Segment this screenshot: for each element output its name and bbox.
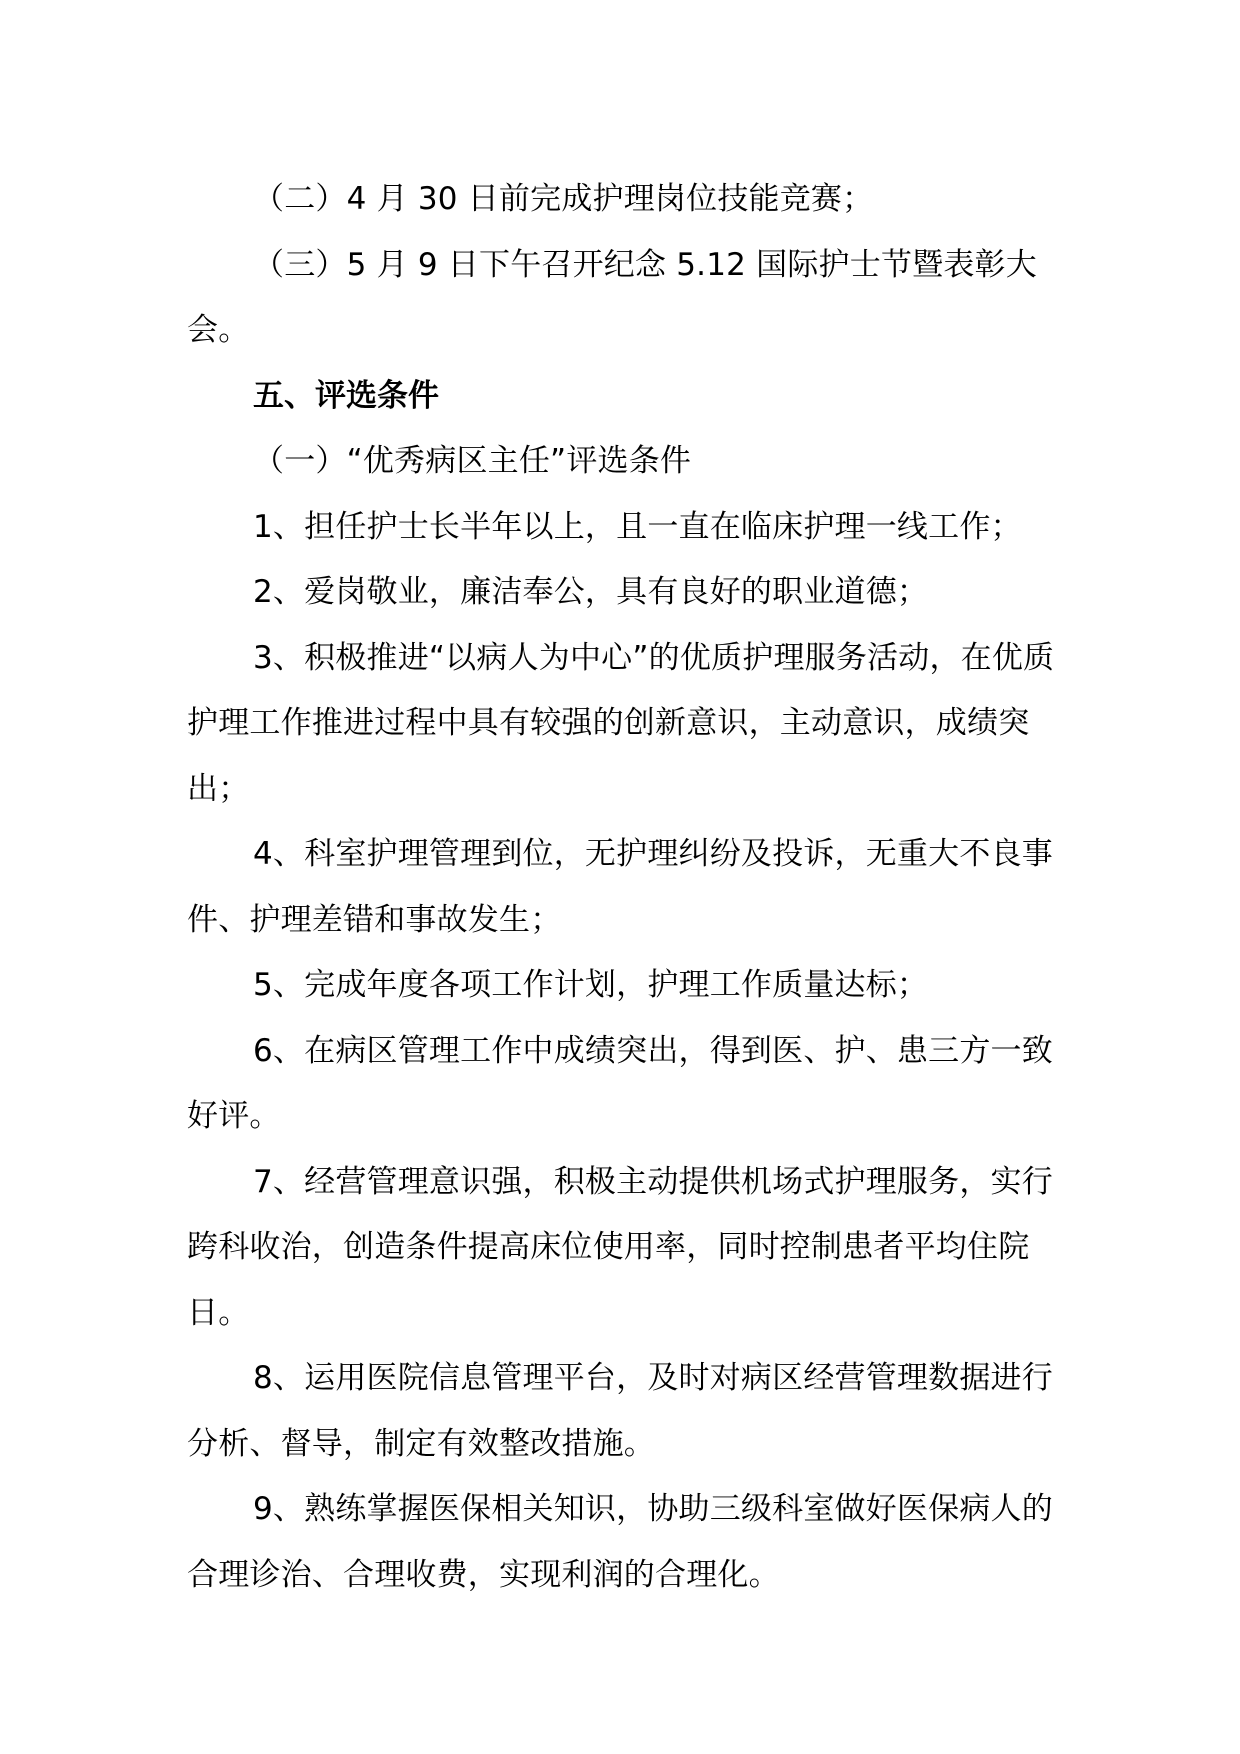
criteria-item-5: 5、完成年度各项工作计划，护理工作质量达标； bbox=[253, 967, 929, 1003]
criteria-item-8: 8、运用医院信息管理平台，及时对病区经营管理数据进行分析、督导，制定有效整改措施。 bbox=[187, 1360, 1053, 1462]
criteria-item-2: 2、爱岗敬业，廉洁奉公，具有良好的职业道德； bbox=[253, 574, 929, 610]
criteria-item-3: 3、积极推进“以病人为中心”的优质护理服务活动，在优质护理工作推进过程中具有较强的创新意识，主动意识，成绩突出； bbox=[187, 639, 1055, 807]
paragraph-item-2-skill-contest: （二）4 月 30 日前完成护理岗位技能竞赛； bbox=[253, 181, 874, 217]
document-body bbox=[187, 167, 1057, 1608]
criteria-item-9: 9、熟练掌握医保相关知识，协助三级科室做好医保病人的合理诊治、合理收费，实现利润的合理化。 bbox=[187, 1491, 1053, 1593]
section-heading-selection-criteria: 五、评选条件 bbox=[253, 377, 439, 414]
subsection-title-excellent-ward-director: （一）“优秀病区主任”评选条件 bbox=[253, 443, 692, 479]
criteria-item-4: 4、科室护理管理到位，无护理纠纷及投诉，无重大不良事件、护理差错和事故发生； bbox=[187, 836, 1053, 938]
criteria-item-7: 7、经营管理意识强，积极主动提供机场式护理服务，实行跨科收治，创造条件提高床位使用率，同时控制患者平均住院日。 bbox=[187, 1163, 1053, 1331]
criteria-item-6: 6、在病区管理工作中成绩突出，得到医、护、患三方一致好评。 bbox=[187, 1032, 1053, 1134]
criteria-item-1: 1、担任护士长半年以上，且一直在临床护理一线工作； bbox=[253, 508, 1022, 545]
paragraph-item-3-nurses-day-meeting: （三）5 月 9 日下午召开纪念 5.12 国际护士节暨表彰大会。 bbox=[187, 246, 1037, 348]
